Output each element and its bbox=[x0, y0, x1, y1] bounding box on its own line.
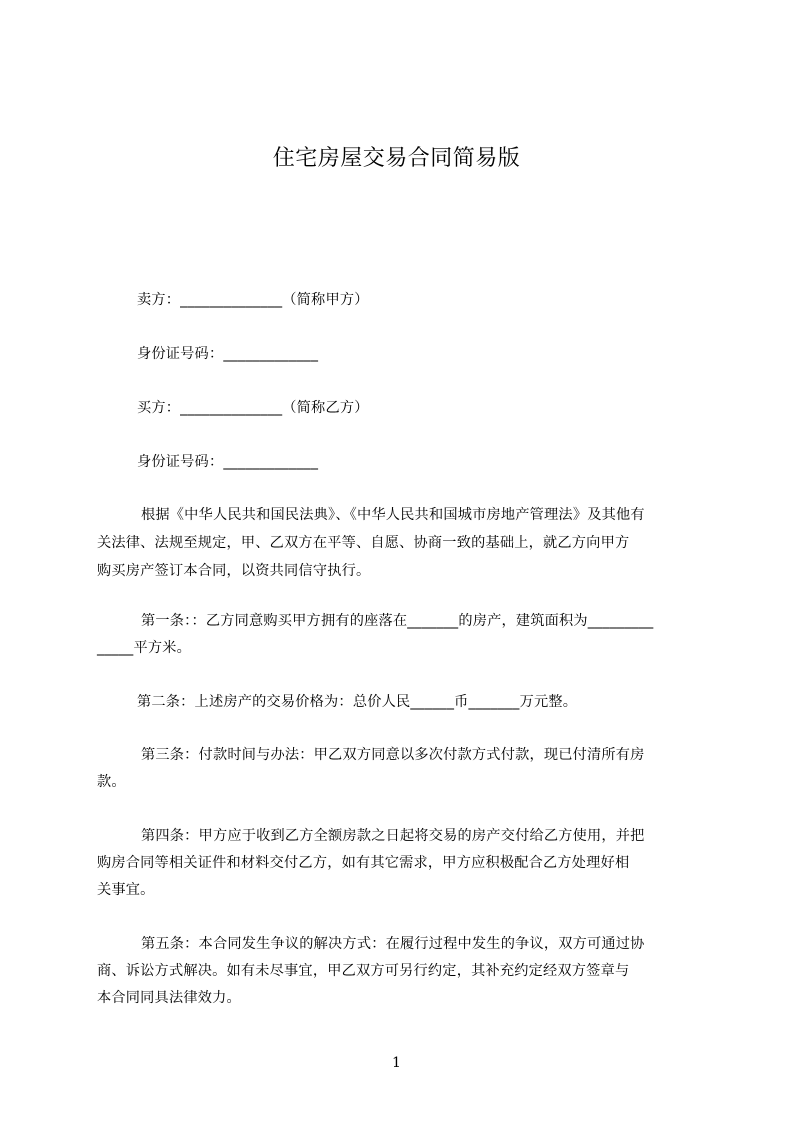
article2-line-1: 第二条：上述房产的交易价格为：总价人民______币_______万元整。 bbox=[137, 694, 578, 710]
article3-line-2: 款。 bbox=[97, 774, 126, 790]
article5-line-3: 本合同同具法律效力。 bbox=[97, 990, 241, 1006]
article5-line-1: 第五条：本合同发生争议的解决方式：在履行过程中发生的争议，双方可通过协 bbox=[141, 936, 645, 952]
article3-line-1: 第三条：付款时间与办法：甲乙双方同意以多次付款方式付款，现已付清所有房 bbox=[141, 747, 645, 763]
article4-line-2: 购房合同等相关证件和材料交付乙方，如有其它需求，甲方应积极配合乙方处理好相 bbox=[97, 855, 630, 871]
article1-line-1: 第一条：：乙方同意购买甲方拥有的座落在_______的房产，建筑面积为_________ bbox=[141, 613, 654, 629]
document-title: 住宅房屋交易合同简易版 bbox=[272, 146, 521, 171]
preamble-line-3: 购买房产签订本合同，以资共同信守执行。 bbox=[97, 563, 371, 579]
buyer-id-line: 身份证号码：_____________ bbox=[137, 454, 319, 470]
page-number: 1 bbox=[392, 1055, 401, 1071]
preamble-line-2: 关法律、法规至规定，甲、乙双方在平等、自愿、协商一致的基础上，就乙方向甲方 bbox=[97, 535, 630, 551]
preamble-line-1: 根据《中华人民共和国民法典》、《中华人民共和国城市房地产管理法》及其他有 bbox=[141, 507, 645, 523]
article1-line-2: _____平方米。 bbox=[97, 640, 192, 656]
seller-id-line: 身份证号码：_____________ bbox=[137, 346, 319, 362]
seller-line: 卖方：______________（简称甲方） bbox=[137, 292, 369, 308]
article4-line-3: 关事宜。 bbox=[97, 882, 155, 898]
article5-line-2: 商、诉讼方式解决。如有未尽事宜，甲乙双方可另行约定，其补充约定经双方签章与 bbox=[97, 963, 630, 979]
article4-line-1: 第四条：甲方应于收到乙方全额房款之日起将交易的房产交付给乙方使用，并把 bbox=[141, 828, 645, 844]
buyer-line: 买方：______________（简称乙方） bbox=[137, 400, 369, 416]
